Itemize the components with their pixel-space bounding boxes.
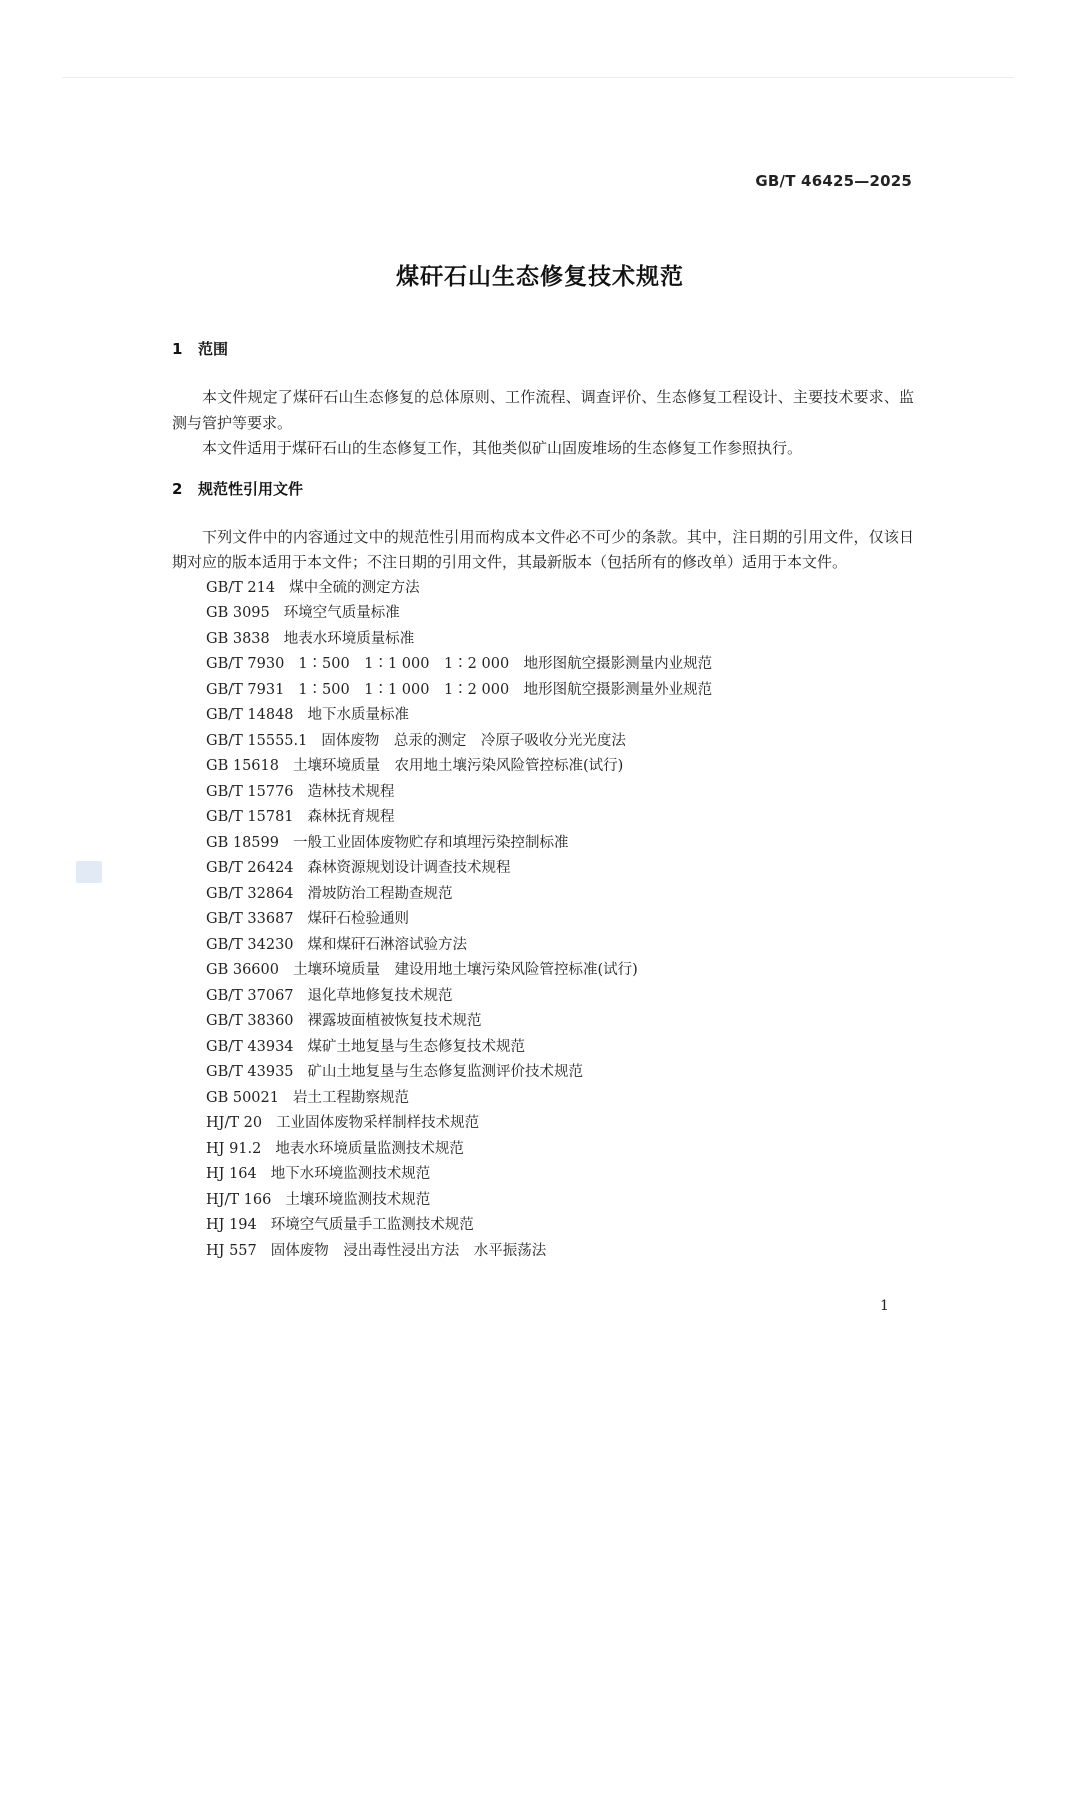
reference-title: 矿山土地复垦与生态修复监测评价技术规范 xyxy=(307,1064,584,1080)
reference-code: GB/T 32864 xyxy=(206,885,294,902)
reference-code: HJ/T 20 xyxy=(206,1115,263,1131)
reference-title: 地下水环境监测技术规范 xyxy=(270,1166,431,1182)
reference-code: GB/T 43934 xyxy=(206,1038,294,1055)
reference-item xyxy=(206,678,914,704)
reference-title: 退化草地修复技术规范 xyxy=(307,987,453,1004)
reference-item xyxy=(206,958,914,984)
reference-item xyxy=(206,729,914,755)
reference-item xyxy=(206,856,914,882)
reference-title: 一般工业固体废物贮存和填埋污染控制标准 xyxy=(292,834,569,851)
reference-title: 岩土工程勘察规范 xyxy=(292,1089,409,1106)
reference-title: 森林资源规划设计调查技术规程 xyxy=(307,860,511,876)
reference-code: GB/T 37067 xyxy=(206,987,294,1004)
reference-title: 固体废物 浸出毒性浸出方法 水平振荡法 xyxy=(270,1242,547,1259)
reference-code: GB/T 38360 xyxy=(206,1013,294,1029)
stamp-mark-icon xyxy=(76,861,102,883)
reference-title: 地表水环境质量标准 xyxy=(283,630,415,647)
document-title: 煤矸石山生态修复技术规范 xyxy=(396,264,684,290)
standard-code: GB/T 46425—2025 xyxy=(755,172,912,190)
reference-item xyxy=(206,984,914,1010)
reference-title: 环境空气质量标准 xyxy=(283,605,400,621)
section-number: 1 xyxy=(172,340,183,358)
reference-title: 环境空气质量手工监测技术规范 xyxy=(270,1217,474,1233)
reference-title: 裸露坡面植被恢复技术规范 xyxy=(307,1013,482,1029)
reference-title: 煤矿土地复垦与生态修复技术规范 xyxy=(307,1038,526,1055)
reference-list xyxy=(172,576,914,1265)
section-heading-scope xyxy=(172,336,914,362)
reference-title: 地表水环境质量监测技术规范 xyxy=(275,1140,464,1157)
reference-code: GB/T 14848 xyxy=(206,707,294,723)
reference-title: 煤和煤矸石淋溶试验方法 xyxy=(307,936,468,953)
reference-title: 土壤环境监测技术规范 xyxy=(285,1191,431,1208)
document-body xyxy=(172,336,914,1264)
section-title: 范围 xyxy=(198,340,229,358)
reference-item xyxy=(206,1035,914,1061)
reference-item xyxy=(206,1086,914,1112)
normative-references-intro: 下列文件中的内容通过文中的规范性引用而构成本文件必不可少的条款。其中，注日期的引用文件，仅该日期对应的版本适用于本文件；不注日期的引用文件，其最新版本（包括所有的修改单）适用于本文件。 xyxy=(172,527,914,571)
reference-item xyxy=(206,907,914,933)
reference-code: HJ/T 166 xyxy=(206,1191,272,1208)
reference-item xyxy=(206,1137,914,1163)
reference-item xyxy=(206,1060,914,1086)
section-title: 规范性引用文件 xyxy=(198,479,304,498)
reference-item xyxy=(206,754,914,780)
reference-code: GB 3838 xyxy=(206,630,270,647)
reference-code: GB/T 7931 xyxy=(206,681,285,698)
reference-code: GB 3095 xyxy=(206,605,270,621)
scope-paragraph-1: 本文件规定了煤矸石山生态修复的总体原则、工作流程、调查评价、生态修复工程设计、主要技术要求、监测与管护等要求。 xyxy=(172,388,914,432)
reference-code: GB 36600 xyxy=(206,962,279,978)
reference-title: 滑坡防治工程勘查规范 xyxy=(307,885,453,902)
reference-item xyxy=(206,1111,914,1137)
reference-code: GB/T 214 xyxy=(206,579,276,596)
reference-item xyxy=(206,1009,914,1035)
scope-paragraph-2: 本文件适用于煤矸石山的生态修复工作，其他类似矿山固废堆场的生态修复工作参照执行。 xyxy=(202,439,803,457)
reference-title: 固体废物 总汞的测定 冷原子吸收分光光度法 xyxy=(321,732,626,749)
reference-title: 地下水质量标准 xyxy=(307,707,410,723)
page-number: 1 xyxy=(880,1298,889,1314)
reference-code: GB/T 43935 xyxy=(206,1064,294,1080)
reference-code: HJ 557 xyxy=(206,1242,257,1259)
reference-title: 煤中全硫的测定方法 xyxy=(289,579,420,596)
reference-title: 造林技术规程 xyxy=(307,783,395,800)
reference-code: HJ 91.2 xyxy=(206,1140,262,1157)
reference-title: 1∶500 1∶1 000 1∶2 000 地形图航空摄影测量外业规范 xyxy=(298,681,713,698)
reference-code: GB/T 15781 xyxy=(206,809,294,825)
reference-code: GB/T 34230 xyxy=(206,936,294,953)
reference-item xyxy=(206,1162,914,1188)
reference-item xyxy=(206,1213,914,1239)
reference-code: GB/T 15776 xyxy=(206,783,294,800)
reference-code: GB 50021 xyxy=(206,1089,279,1106)
reference-item xyxy=(206,601,914,627)
reference-item xyxy=(206,652,914,678)
reference-item xyxy=(206,831,914,857)
reference-item xyxy=(206,1239,914,1265)
reference-item xyxy=(206,1188,914,1214)
reference-item xyxy=(206,780,914,806)
reference-code: GB/T 26424 xyxy=(206,860,294,876)
reference-code: HJ 164 xyxy=(206,1166,257,1182)
section-heading-normative-references xyxy=(172,476,914,502)
reference-item xyxy=(206,576,914,602)
top-rule xyxy=(62,77,1014,78)
reference-item xyxy=(206,627,914,653)
section-number: 2 xyxy=(172,479,183,498)
reference-code: GB/T 7930 xyxy=(206,656,285,672)
reference-item xyxy=(206,703,914,729)
reference-title: 煤矸石检验通则 xyxy=(307,911,410,927)
reference-code: GB/T 33687 xyxy=(206,911,294,927)
reference-code: GB/T 15555.1 xyxy=(206,732,308,749)
reference-title: 森林抚育规程 xyxy=(307,809,395,825)
reference-item xyxy=(206,933,914,959)
reference-code: HJ 194 xyxy=(206,1217,257,1233)
reference-title: 土壤环境质量 建设用地土壤污染风险管控标准(试行) xyxy=(292,962,638,978)
reference-item xyxy=(206,805,914,831)
reference-code: GB 15618 xyxy=(206,758,279,774)
reference-item xyxy=(206,882,914,908)
reference-title: 工业固体废物采样制样技术规范 xyxy=(276,1115,480,1131)
reference-title: 1∶500 1∶1 000 1∶2 000 地形图航空摄影测量内业规范 xyxy=(298,656,713,672)
reference-title: 土壤环境质量 农用地土壤污染风险管控标准(试行) xyxy=(292,758,624,774)
reference-code: GB 18599 xyxy=(206,834,279,851)
